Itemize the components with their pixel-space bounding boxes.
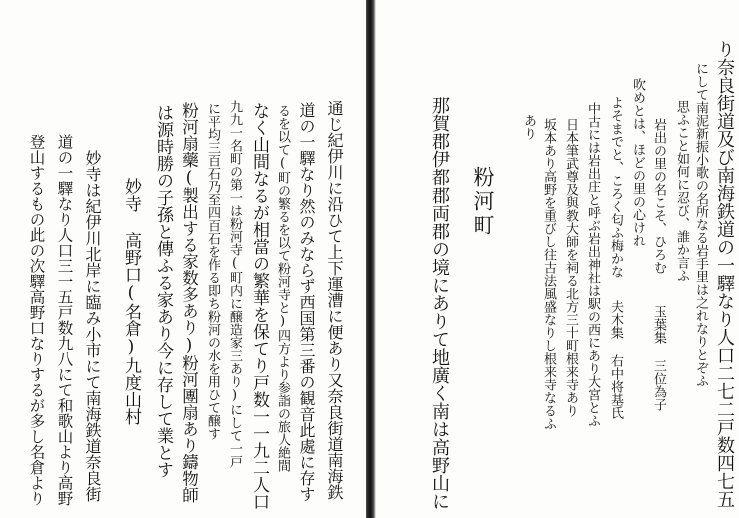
poem-attribution: 夫木集 右中将基氏	[608, 300, 623, 419]
text-column: 中古には岩出庄と呼ぶ岩出神社は駅の西にあり大宮とふ	[585, 102, 600, 427]
text-column: 道の一驛なり然のみならず西国第三番の観音此處に存す	[297, 102, 316, 502]
section-heading: 妙寺	[121, 178, 141, 212]
poem-line: 思ふこと如何に忍び、誰か言ふ	[674, 100, 689, 282]
text-column: 那賀郡伊都郡両郡の境にありて地廣く南は高野山に	[429, 96, 450, 510]
text-column: は源時勝の子孫と傳ふる家あり今に存して業とす	[153, 104, 173, 478]
text-column: り奈良街道及び南海鉄道の一驛なり人口二七二戸数四七五	[714, 40, 735, 508]
text-column: 通じ紀伊川に沿ひて上下運漕に便あり又奈良街道南海鉄	[325, 100, 344, 500]
poem-line: よそまでと、ころく匂ふ梅かな	[608, 96, 623, 278]
section-subheading: 高野口(名倉)九度山村	[121, 232, 141, 425]
text-column: るを以て(町の繁るを以て粉河寺と)四方より参詣の旅人絶間	[275, 104, 290, 472]
poem-line: 吹めとは、ほどの里の心けれ	[630, 78, 645, 247]
text-column: 九九一名町の第一は粉河寺(町内に醸造家三あり)にして一戸	[227, 100, 242, 468]
left-page	[0, 0, 366, 518]
text-column: 道の一驛なり人口三一五戸数九八にて和歌山より高野	[55, 134, 74, 506]
text-column: なく山間なるが相當の繁華を保てり戸数一一九二人口	[249, 102, 269, 510]
text-column: にして南泥新振小歌の名所なる岩手里は之れなりとぞふ	[693, 62, 708, 387]
poem-line: 岩出の里の名こそ、ひろむ	[651, 118, 666, 274]
text-column: 粉河扇藥(製出する家数多あり)粉河團扇あり鑄物師	[179, 102, 199, 503]
text-column: 日本筆武尊及與教大師を祠る北方三十町根来寺あり	[563, 118, 578, 417]
right-page	[376, 0, 739, 518]
text-column: 坂本あり高野を重びし往古法風盛なりし根来寺なるふ	[541, 118, 556, 430]
section-heading: 粉河町	[471, 166, 495, 238]
poem-attribution: 玉葉集 三位為子	[651, 305, 666, 411]
text-column: あり	[521, 114, 536, 140]
text-column: に平均三百石乃至四百石を作る即ち粉河の水を用ひて醸す	[205, 102, 220, 440]
text-column: 妙寺は紀伊川北岸に臨み小市にて南海鉄道奈良街	[83, 150, 102, 502]
text-column: 登山するもの此の次驛高野口なりするが多し名倉より	[27, 134, 46, 506]
